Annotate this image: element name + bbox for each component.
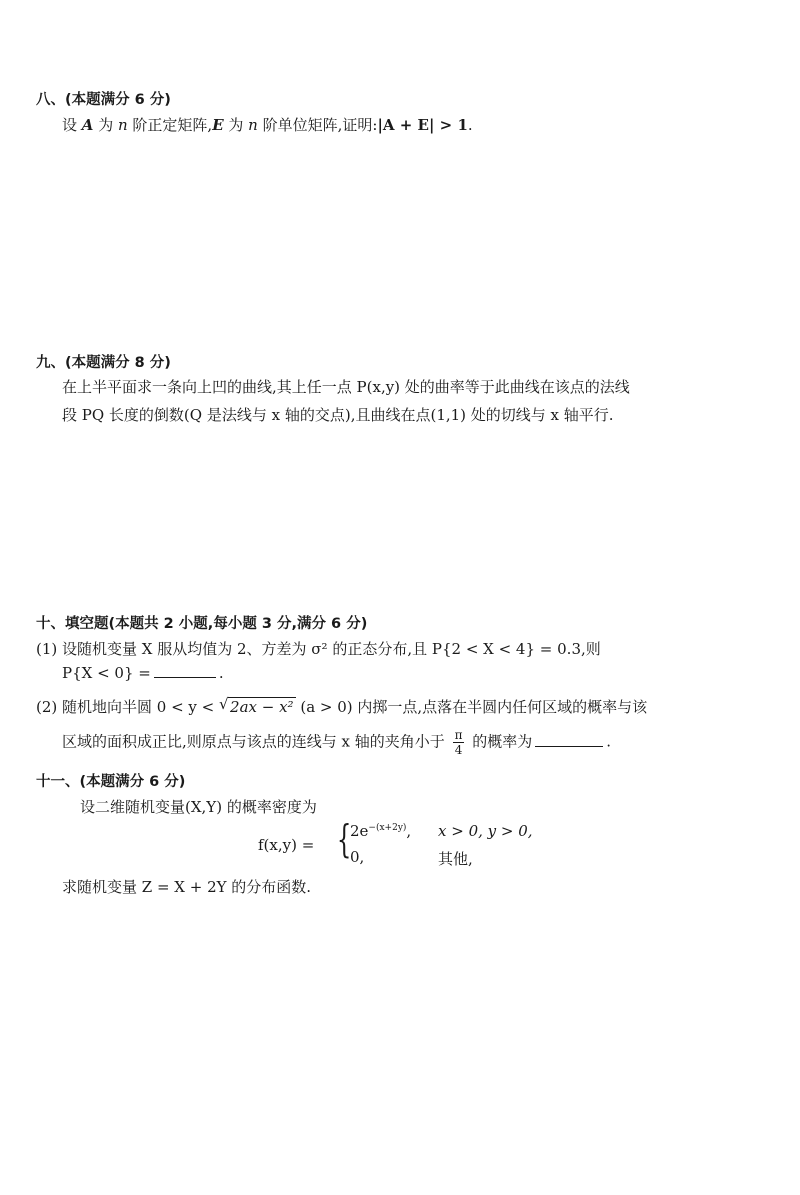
answer-blank-1 (154, 676, 216, 678)
q8-expression: |A + E| > 1 (377, 116, 468, 134)
q10-part1-line1: (1) 设随机变量 X 服从均值为 2、方差为 σ² 的正态分布,且 P{2 < X < 4} = 0.3,则 (36, 640, 601, 658)
density-case2-value: 0, (350, 848, 365, 866)
q11-heading: 十一、(本题满分 6 分) (36, 774, 186, 790)
density-lhs: f(x,y) = (258, 836, 315, 854)
q10-part1-line2: P{X < 0} = . (62, 664, 224, 682)
q11-intro: 设二维随机变量(X,Y) 的概率密度为 (80, 798, 317, 816)
q10-part2-line1: (2) 随机地向半圆 0 < y < √ 2ax − x² (a > 0) 内掷一点,点落在半圆内任何区域的概率与该 (36, 695, 648, 716)
q9-line1: 在上半平面求一条向上凹的曲线,其上任一点 P(x,y) 处的曲率等于此曲线在该点的法线 (62, 378, 630, 396)
density-case1-condition: x > 0, y > 0, (438, 822, 533, 840)
q8-statement: 设 A 为 n 阶正定矩阵,E 为 n 阶单位矩阵,证明:|A + E| > 1. (62, 116, 473, 134)
q9-line2: 段 PQ 长度的倒数(Q 是法线与 x 轴的交点),且曲线在点(1,1) 处的切线与 x 轴平行. (62, 406, 614, 424)
q9-heading: 九、(本题满分 8 分) (36, 355, 171, 371)
q8-heading: 八、(本题满分 6 分) (36, 92, 171, 108)
pi-over-4-fraction: $\frac{\pi}{4}$ (454, 728, 463, 757)
q11-ask: 求随机变量 Z = X + 2Y 的分布函数. (62, 878, 312, 896)
answer-blank-2 (535, 745, 603, 747)
density-case2-condition: 其他, (438, 850, 473, 868)
q10-part2-line2: 区域的面积成正比,则原点与该点的连线与 x 轴的夹角小于 $\frac{\pi}{4}$ 的概率为 . (62, 728, 612, 757)
density-case1-value: $2e^{-(x+2y)}$, (350, 822, 412, 840)
q10-heading: 十、填空题(本题共 2 小题,每小题 3 分,满分 6 分) (36, 616, 368, 632)
piecewise-brace: { (336, 817, 352, 861)
sqrt-expression: √ 2ax − x² (219, 695, 294, 716)
